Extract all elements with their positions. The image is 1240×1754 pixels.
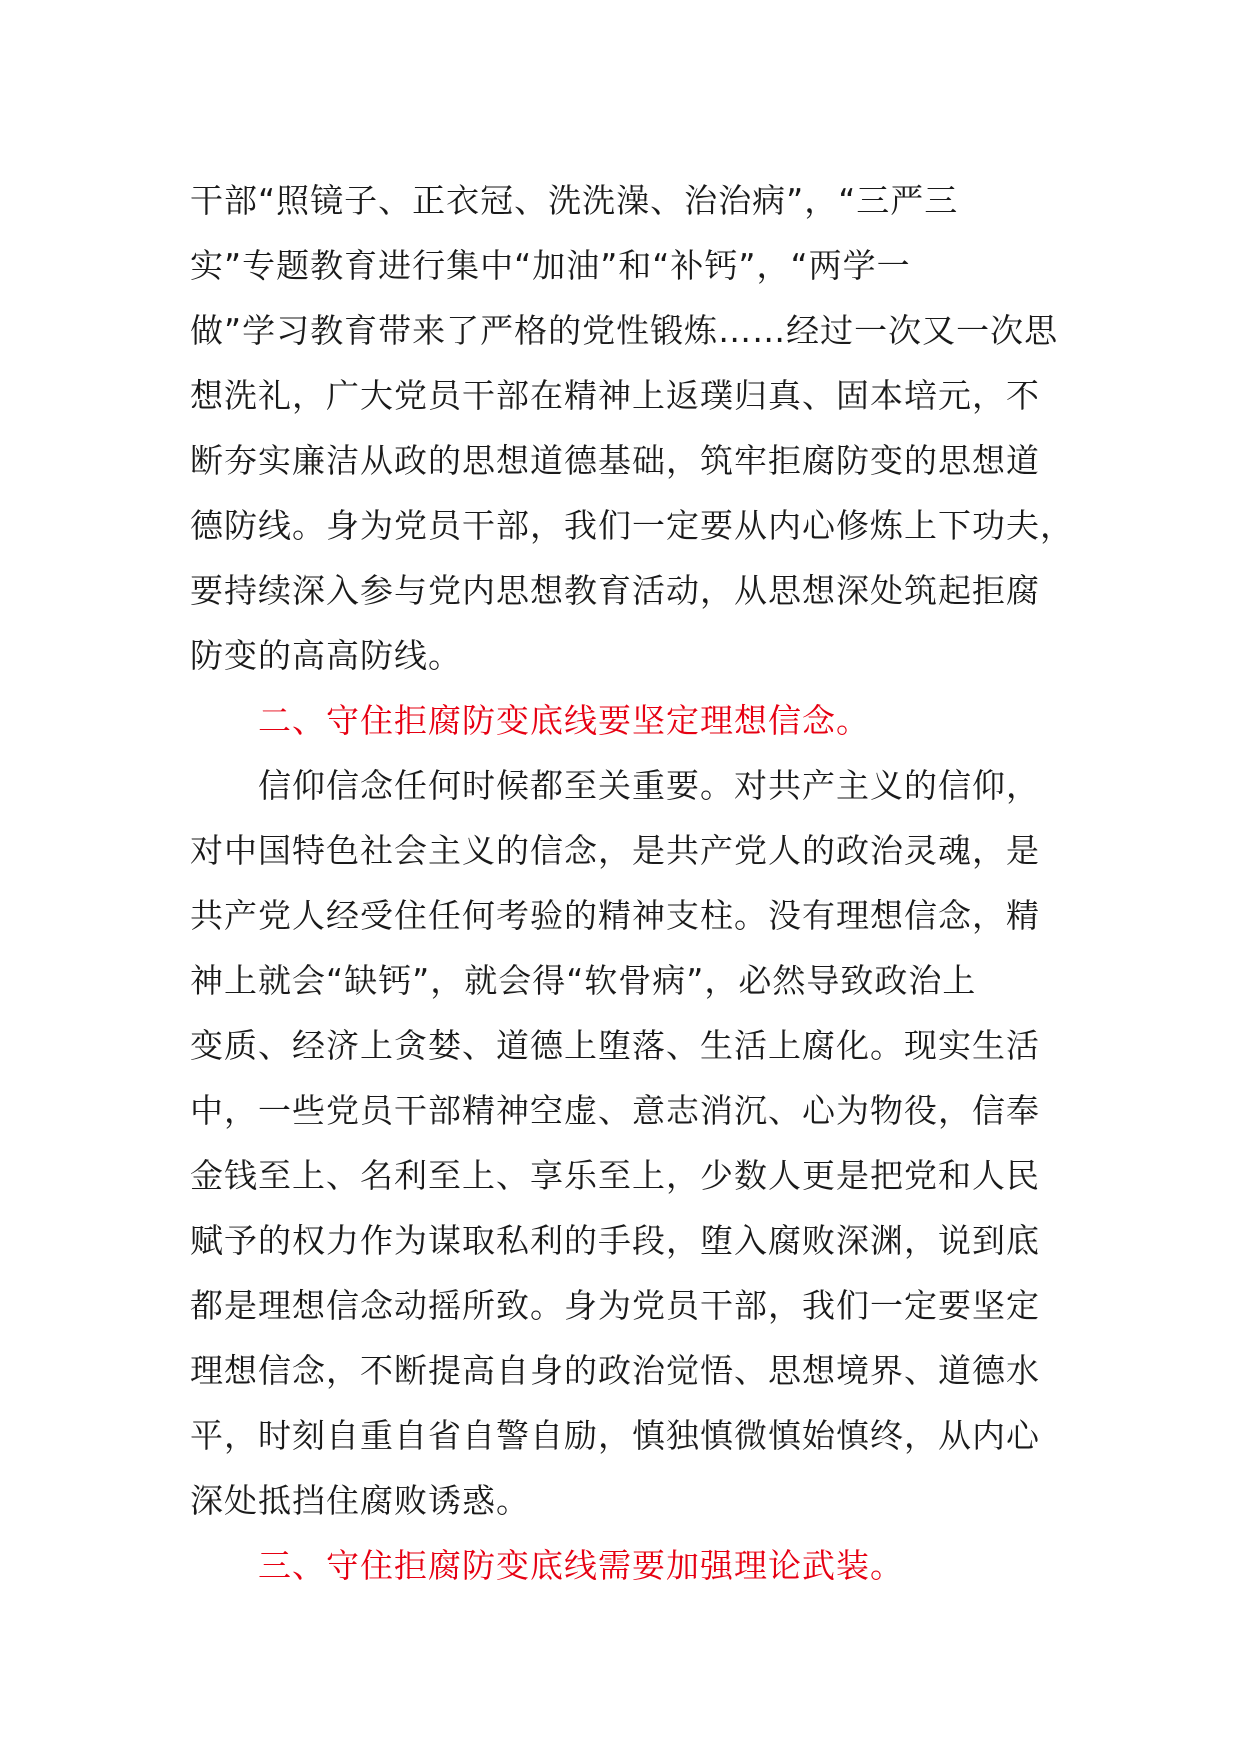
text-line: 做”学习教育带来了严格的党性锻炼……经过一次又一次思 bbox=[190, 311, 1059, 350]
section-heading-3: 三、守住拒腐防变底线需要加强理论武装。 bbox=[258, 1546, 904, 1585]
text-line: 干部“照镜子、正衣冠、洗洗澡、治治病”，“三严三 bbox=[190, 181, 959, 220]
text-line: 防变的高高防线。 bbox=[190, 636, 462, 675]
text-line: 神上就会“缺钙”，就会得“软骨病”，必然导致政治上 bbox=[190, 961, 977, 1000]
document-body bbox=[190, 168, 1074, 1598]
text-line: 理想信念，不断提高自身的政治觉悟、思想境界、道德水 bbox=[190, 1351, 1040, 1390]
text-line: 断夯实廉洁从政的思想道德基础，筑牢拒腐防变的思想道 bbox=[190, 441, 1040, 480]
section-heading-2: 二、守住拒腐防变底线要坚定理想信念。 bbox=[258, 701, 870, 740]
text-line: 德防线。身为党员干部，我们一定要从内心修炼上下功夫， bbox=[190, 506, 1074, 545]
text-line: 深处抵挡住腐败诱惑。 bbox=[190, 1481, 530, 1520]
text-line: 赋予的权力作为谋取私利的手段，堕入腐败深渊，说到底 bbox=[190, 1221, 1040, 1260]
text-line: 想洗礼，广大党员干部在精神上返璞归真、固本培元，不 bbox=[190, 376, 1040, 415]
text-line: 平，时刻自重自省自警自励，慎独慎微慎始慎终，从内心 bbox=[190, 1416, 1040, 1455]
text-line: 对中国特色社会主义的信念，是共产党人的政治灵魂，是 bbox=[190, 831, 1040, 870]
text-line: 要持续深入参与党内思想教育活动，从思想深处筑起拒腐 bbox=[190, 571, 1040, 610]
text-line: 中，一些党员干部精神空虚、意志消沉、心为物役，信奉 bbox=[190, 1091, 1040, 1130]
text-line: 实”专题教育进行集中“加油”和“补钙”，“两学一 bbox=[190, 246, 911, 285]
text-line: 信仰信念任何时候都至关重要。对共产主义的信仰， bbox=[258, 766, 1040, 805]
text-line: 都是理想信念动摇所致。身为党员干部，我们一定要坚定 bbox=[190, 1286, 1040, 1325]
paragraph-1 bbox=[190, 168, 1074, 688]
text-line: 金钱至上、名利至上、享乐至上，少数人更是把党和人民 bbox=[190, 1156, 1040, 1195]
text-line: 共产党人经受住任何考验的精神支柱。没有理想信念，精 bbox=[190, 896, 1040, 935]
paragraph-2 bbox=[190, 753, 1060, 1533]
text-line: 变质、经济上贪婪、道德上堕落、生活上腐化。现实生活 bbox=[190, 1026, 1040, 1065]
